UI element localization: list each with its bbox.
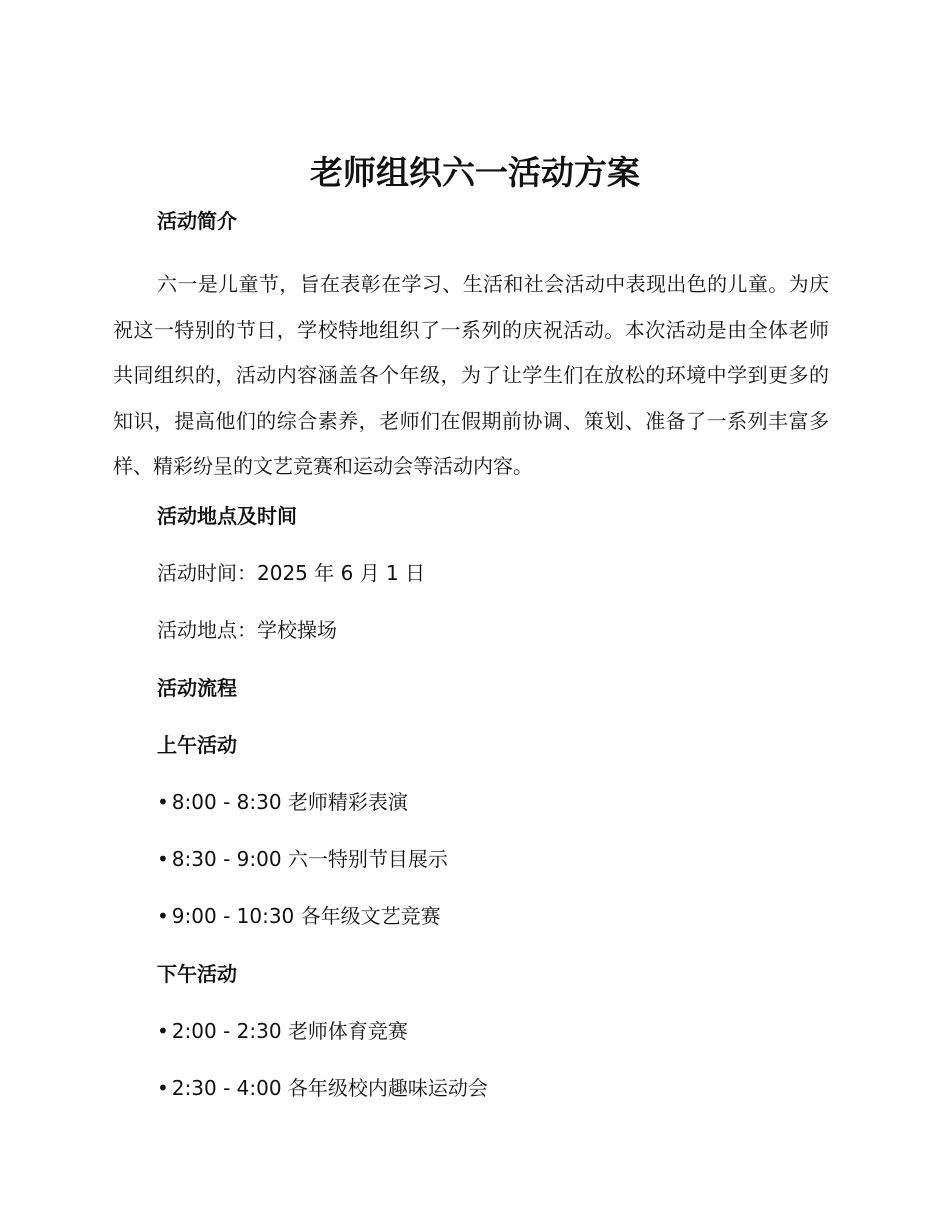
subheading-afternoon: 下午活动 bbox=[157, 962, 237, 986]
section-heading-intro: 活动简介 bbox=[157, 209, 237, 233]
activity-place-line: 活动地点：学校操场 bbox=[157, 618, 337, 642]
list-item: • 9:00 - 10:30 各年级文艺竞赛 bbox=[157, 902, 441, 930]
list-item: • 8:00 - 8:30 老师精彩表演 bbox=[157, 788, 408, 816]
activity-time-line: 活动时间：2025 年 6 月 1 日 bbox=[157, 561, 426, 585]
list-item: • 2:00 - 2:30 老师体育竞赛 bbox=[157, 1017, 408, 1045]
section-heading-flow: 活动流程 bbox=[157, 676, 237, 700]
section-heading-place-time: 活动地点及时间 bbox=[157, 504, 297, 528]
subheading-morning: 上午活动 bbox=[157, 733, 237, 757]
list-item: • 2:30 - 4:00 各年级校内趣味运动会 bbox=[157, 1074, 488, 1102]
intro-paragraph: 六一是儿童节，旨在表彰在学习、生活和社会活动中表现出色的儿童。为庆祝这一特别的节日，学校特地组织了一系列的庆祝活动。本次活动是由全体老师共同组织的，活动内容涵盖各个年级，为了让学生们在放松的环境中学到更多的知识，提高他们的综合素养，老师们在假期前协调、策划、准备了一系列丰富多样、精彩纷呈的文艺竞赛和运动会等活动内容。 bbox=[113, 272, 829, 478]
list-item: • 8:30 - 9:00 六一特别节目展示 bbox=[157, 845, 448, 873]
document-title: 老师组织六一活动方案 bbox=[310, 153, 640, 192]
